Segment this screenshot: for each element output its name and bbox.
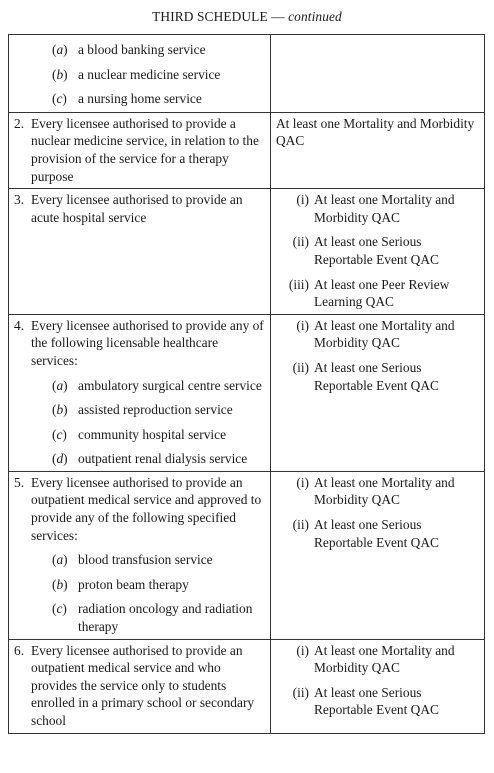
entry-cell: [9, 189, 271, 315]
entry-text: Every licensee authorised to provide an outpatient medical service and approved to provide any of the following specified services:: [31, 474, 262, 543]
qac-item: (i) At least one Mortality and Morbidity QAC: [296, 192, 455, 225]
continued-label: continued: [288, 9, 342, 24]
qac-cell: [271, 639, 485, 733]
qac-item: (ii) At least one Serious Reportable Event QAC: [292, 517, 439, 550]
sub-item: (a) a blood banking service: [52, 42, 206, 57]
qac-item: (ii) At least one Serious Reportable Event QAC: [292, 684, 439, 718]
sub-item: (a) blood transfusion service: [52, 552, 213, 568]
qac-cell: [271, 471, 485, 639]
qac-item: (ii) At least one Serious Reportable Event QAC: [292, 234, 439, 267]
sub-item: (b) a nuclear medicine service: [52, 66, 221, 82]
qac-cell: [271, 112, 485, 188]
entry-number: 5.: [14, 474, 25, 490]
entry-number: 6.: [14, 642, 25, 658]
entry-text: Every licensee authorised to provide an outpatient medical service and who provides the service only to students enrolled in a primary school or secondary school: [31, 642, 255, 728]
qac-item: (i) At least one Mortality and Morbidity QAC: [296, 317, 455, 351]
sub-item: (c) a nursing home service: [52, 91, 202, 107]
sub-item: (a) ambulatory surgical centre service: [52, 377, 262, 393]
table-row: [9, 35, 485, 113]
entry: [14, 115, 265, 185]
table-row: [9, 471, 485, 639]
qac-cell: [271, 35, 485, 113]
schedule-table: [8, 34, 485, 734]
schedule-title: THIRD SCHEDULE: [152, 9, 268, 24]
sub-item: (b) proton beam therapy: [52, 576, 189, 592]
entry-cell: [9, 314, 271, 471]
entry-text: Every licensee authorised to provide an acute hospital service: [31, 192, 243, 225]
entry-number: 2.: [14, 115, 25, 131]
entry-cell: [9, 112, 271, 188]
sub-item: (b) assisted reproduction service: [52, 402, 233, 418]
qac-item: (ii) At least one Serious Reportable Event QAC: [292, 359, 439, 393]
qac-item: (iii) At least one Peer Review Learning QAC: [288, 276, 450, 310]
entry: [14, 191, 265, 226]
qac-item: (i) At least one Mortality and Morbidity QAC: [296, 474, 455, 508]
qac-item: (i) At least one Mortality and Morbidity QAC: [296, 642, 455, 676]
sub-item: (d) outpatient renal dialysis service: [52, 451, 248, 467]
entry: [14, 474, 265, 544]
entry-text: Every licensee authorised to provide any of the following licensable healthcare services:: [31, 317, 264, 368]
sub-item: (c) radiation oncology and radiation therapy: [52, 601, 253, 635]
sub-item: (c) community hospital service: [52, 426, 227, 442]
schedule-header: [0, 8, 494, 26]
entry-cell: [9, 471, 271, 639]
qac-cell: [271, 189, 485, 315]
table-row: [9, 112, 485, 188]
entry: [14, 642, 265, 730]
entry-text: Every licensee authorised to provide a nuclear medicine service, in relation to the provision of the service for a therapy purpose: [31, 115, 259, 184]
table-row: [9, 314, 485, 471]
table-row: [9, 189, 485, 315]
qac-text: At least one Mortality and Morbidity QAC: [276, 115, 475, 149]
qac-cell: [271, 314, 485, 471]
header-dash: —: [271, 9, 285, 24]
entry: [14, 317, 265, 370]
entry-number: 4.: [14, 317, 25, 333]
entry-cell: [9, 639, 271, 733]
entry-number: 3.: [14, 192, 25, 208]
table-row: [9, 639, 485, 733]
entry-cell: [9, 35, 271, 113]
